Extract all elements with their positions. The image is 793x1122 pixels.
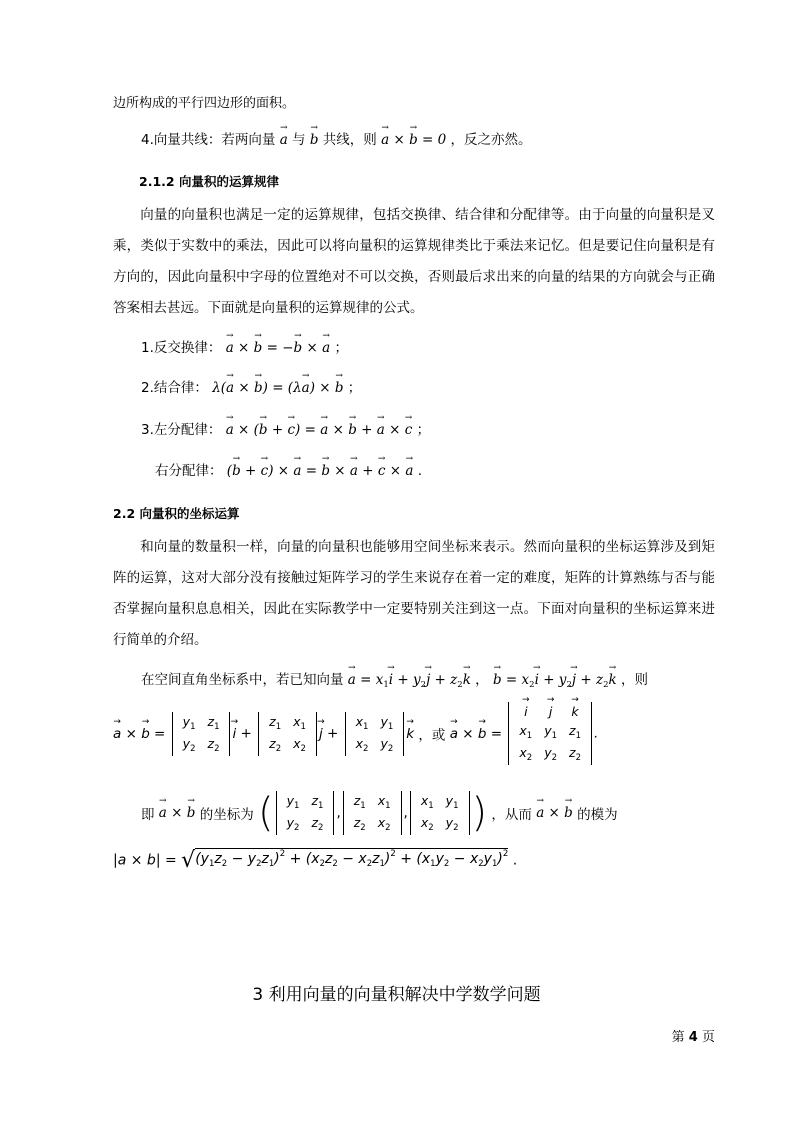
cross-product-formula: a → × b → = $y_1$ $z_1$ $y_2$ $z_2$ i → + $z_1$ $x_1$ $z_2$ $x_2$ j → + $x_1$ $y_1$ $x_2$ $y_2$ k → ，或 a → × b → = i → j → k → $x_1$ $y_1$ $z_1$ $x_2$ $y_2$ $z_2$ . — [113, 702, 598, 765]
law-anticommutative: 1.反交换律： a → × b → = −b → × a → ； — [141, 336, 348, 356]
law-left-distributive: 3.左分配律： a → × (b → + c →) = a → × b → + a → × c → ； — [141, 418, 430, 438]
collinear-and: 与 — [292, 132, 306, 148]
page-number: 第 4 页 — [671, 1030, 715, 1045]
modulus-formula: $|a \times b| = √(y_1z_2 - y_2z_1)^2 + (x_2z_2 - x_2z_1)^2 + (x_1y_2 - x_2y_1)^2$ . — [113, 848, 518, 873]
collinear-eq: = 0 — [422, 132, 447, 148]
chapter-heading: 3 利用向量的向量积解决中学数学问题 — [252, 985, 541, 1005]
law-associative: 2.结合律： λ(a → × b →) = (λa →) × b → ； — [141, 376, 361, 396]
paragraph: 和向量的数量积一样，向量的向量积也能够用空间坐标来表示。然而向量积的坐标运算涉及到矩阵的运算，这对大部分没有接触过矩阵学习的学生来说存在着一定的难度，矩阵的计算熟练与否与能否掌握向量积息息相关，因此在实际教学中一定要特别关注到这一点。下面对向量积的坐标运算来进行简单的介绍。 — [113, 539, 715, 648]
coordinate-intro: 在空间直角坐标系中，若已知向量 a → = $x_1i$ → + $y_2j$ → + $z_2k$ → ， b → = $x_2i$ → + $y_2j$ → + $z_2k$ → ，则 — [141, 668, 648, 690]
collinear-item: 4.向量共线：若两向量 a → 与 b → 共线，则 a → × b → = 0 ，反之亦然。 — [141, 128, 532, 148]
text-line: 边所构成的平行四边形的面积。 — [113, 96, 296, 111]
paragraph: 向量的向量积也满足一定的运算规律，包括交换律、结合律和分配律等。由于向量的向量积是叉乘，类似于实数中的乘法，因此可以将向量积的运算规律类比于乘法来记忆。但是要记住向量积是有方向的，因此向量积中字母的位置绝对不可以交换，否则最后求出来的向量的结果的方向就会与正确答案相去甚远。下面就是向量积的运算规律的公式。 — [113, 207, 715, 316]
coordinates-line: 即 a → × b → 的坐标为 ( $y_1$ $z_1$ $y_2$ $z_2$ , $z_1$ $x_1$ $z_2$ $x_2$ , $x_1$ $y_1$ $x_2$ $y_2$ ) ，从而 a → × b → 的模为 — [141, 790, 618, 836]
law-right-distributive: 右分配律： (b → + c →) × a → = b → × a → + c → × a → . — [155, 459, 422, 479]
collinear-text: 共线，则 — [322, 132, 377, 148]
collinear-prefix: 4.向量共线：若两向量 — [141, 132, 276, 148]
section-heading: 2.2 向量积的坐标运算 — [113, 506, 240, 521]
collinear-suffix: ，反之亦然。 — [450, 132, 532, 148]
section-heading: 2.1.2 向量积的运算规律 — [139, 174, 279, 189]
